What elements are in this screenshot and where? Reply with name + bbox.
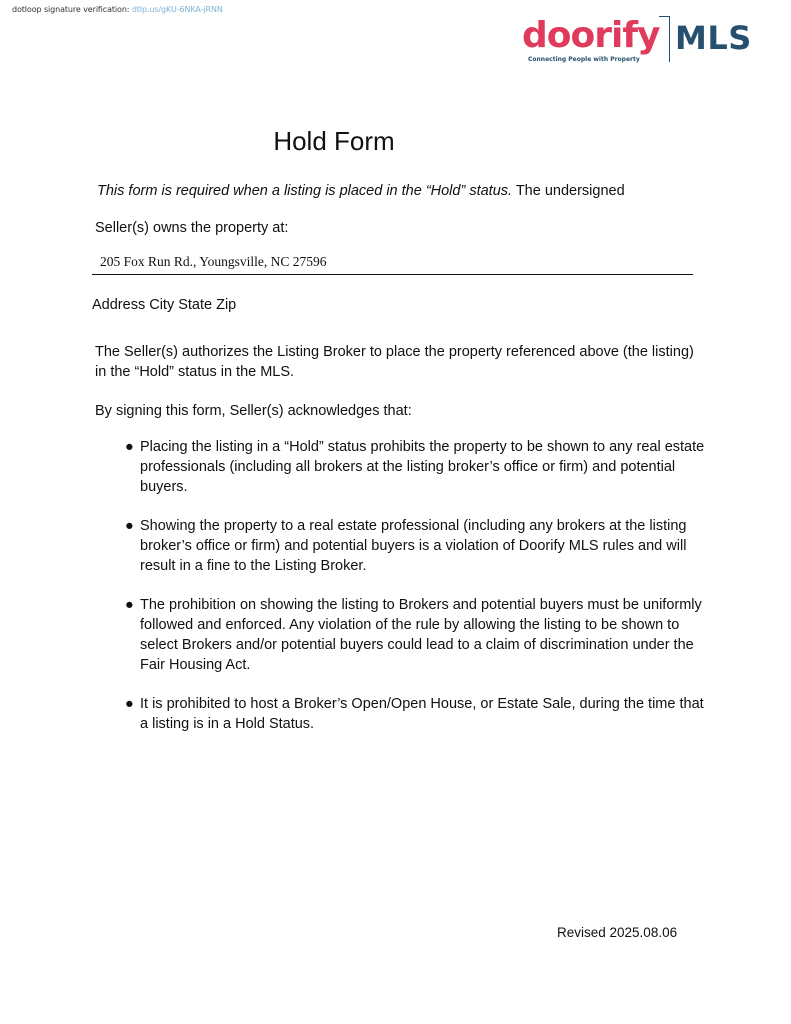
intro-italic: This form is required when a listing is placed in the “Hold” status.	[97, 183, 513, 199]
intro-paragraph	[97, 181, 625, 201]
owns-property-text: Seller(s) owns the property at:	[95, 220, 289, 236]
page-title: Hold Form	[273, 126, 395, 156]
revision-date: Revised 2025.08.06	[557, 925, 678, 940]
list-item-text: The prohibition on showing the listing to Brokers and potential buyers must be uniformly followed and enforced. Any violation of the rule by allowing the listing to be shown to select Brokers and/or potential buyers could lead to a claim of discrimination under the Fair Housing Act.	[140, 597, 702, 673]
acknowledge-intro: By signing this form, Seller(s) acknowledges that:	[95, 403, 412, 419]
bullet-icon: ●	[125, 597, 134, 613]
list-item	[118, 595, 708, 675]
list-item-text: Placing the listing in a “Hold” status prohibits the property to be shown to any real estate professionals (including all brokers at the listing broker’s office or firm) and potential buyers.	[140, 439, 705, 495]
bullet-icon: ●	[125, 439, 134, 455]
logo-product-text: MLS	[675, 19, 752, 57]
address-label: Address City State Zip	[92, 297, 237, 313]
address-underline	[92, 274, 693, 275]
list-item-text: Showing the property to a real estate professional (including any brokers at the listing broker’s office or firm) and potential buyers is a violation of Doorify MLS rules and will result in a fine to the Listing Broker.	[140, 518, 687, 574]
verification-label: dotloop signature verification:	[12, 5, 130, 14]
list-item	[118, 516, 708, 576]
bullet-icon: ●	[125, 518, 134, 534]
bullet-icon: ●	[125, 696, 134, 712]
doorify-mls-logo	[522, 14, 762, 70]
logo-brand-text: doorify	[522, 15, 660, 56]
acknowledgement-list	[118, 437, 708, 753]
list-item	[118, 694, 708, 734]
logo-tagline: Connecting People with Property	[528, 56, 640, 63]
address-field[interactable]: 205 Fox Run Rd., Youngsville, NC 27596	[100, 254, 327, 269]
list-item-text: It is prohibited to host a Broker’s Open/Open House, or Estate Sale, during the time that a listing is in a Hold Status.	[140, 696, 704, 732]
authorization-paragraph: The Seller(s) authorizes the Listing Broker to place the property referenced above (the listing) in the “Hold” status in the MLS.	[95, 344, 694, 380]
verification-link[interactable]: dtlp.us/gKU-6NKA-jRNN	[131, 5, 223, 14]
list-item	[118, 437, 708, 497]
intro-rest: The undersigned	[512, 183, 625, 199]
door-icon	[659, 16, 670, 62]
signature-verification	[12, 5, 223, 14]
